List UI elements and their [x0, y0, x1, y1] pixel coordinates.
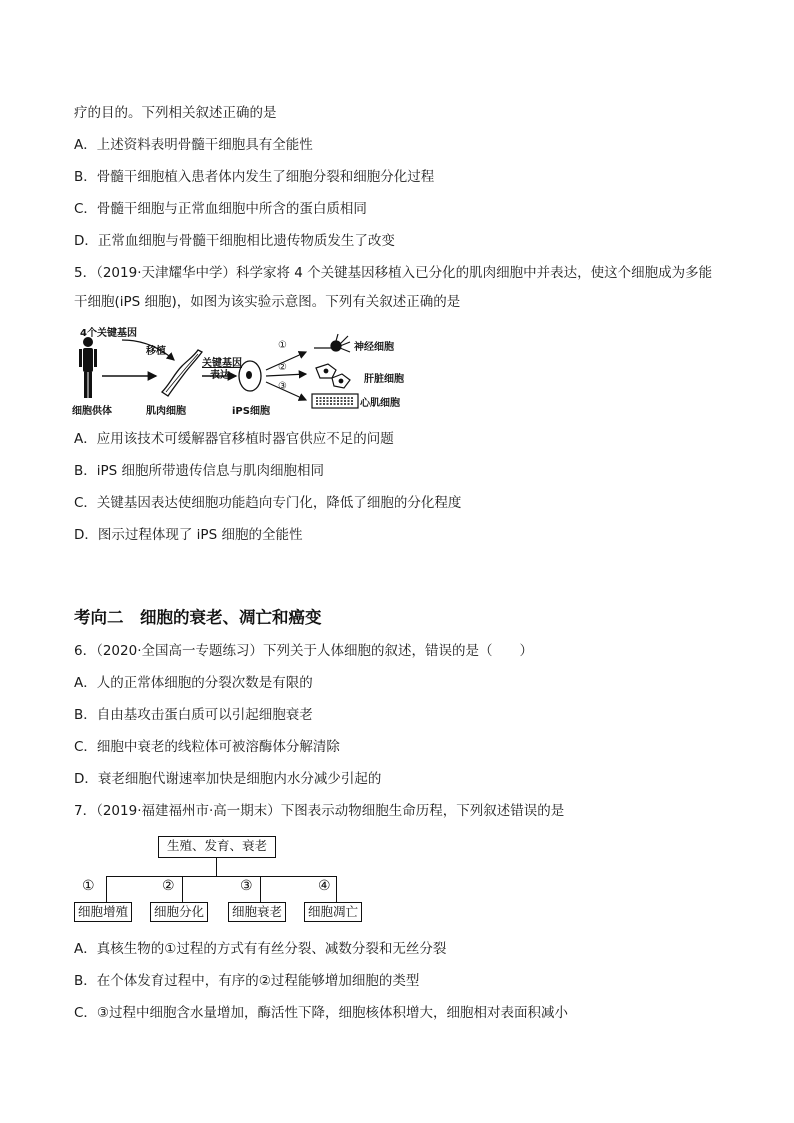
genes-label: 4个关键基因 [80, 328, 137, 339]
cell-aging-box: 细胞衰老 [228, 902, 286, 922]
transplant-label: 移植 [146, 346, 166, 357]
liver-cells-shape [316, 364, 350, 388]
step-3-number: ③ [240, 878, 253, 894]
option-5c: C．关键基因表达使细胞功能趋向专门化，降低了细胞的分化程度 [74, 495, 462, 511]
connector-1 [106, 876, 107, 902]
cardiac-cell-label: 心肌细胞 [360, 398, 400, 409]
option-5d: D．图示过程体现了 iPS 细胞的全能性 [74, 527, 303, 543]
muscle-cell-label: 肌肉细胞 [146, 406, 186, 417]
life-cycle-top-box: 生殖、发育、衰老 [158, 836, 276, 858]
option-5b: B．iPS 细胞所带遗传信息与肌肉细胞相同 [74, 463, 325, 479]
question-5-stem-cont: 干细胞(iPS 细胞)，如图为该实验示意图。下列有关叙述正确的是 [74, 294, 461, 310]
option-6c: C．细胞中衰老的线粒体可被溶酶体分解清除 [74, 739, 340, 755]
option-4c: C．骨髓干细胞与正常血细胞中所含的蛋白质相同 [74, 201, 367, 217]
option-7b: B．在个体发育过程中，有序的②过程能够增加细胞的类型 [74, 973, 420, 989]
step-1-number: ① [82, 878, 95, 894]
step-4-number: ④ [318, 878, 331, 894]
neuron-label: 神经细胞 [354, 342, 394, 353]
question-7-stem: 7．（2019·福建福州市·高一期末）下图表示动物细胞生命历程，下列叙述错误的是 [74, 803, 565, 819]
option-4b: B．骨髓干细胞植入患者体内发生了细胞分裂和细胞分化过程 [74, 169, 435, 185]
option-7a: A．真核生物的①过程的方式有有丝分裂、减数分裂和无丝分裂 [74, 941, 447, 957]
question-4-stem-end: 疗的目的。下列相关叙述正确的是 [74, 105, 277, 121]
connector-3 [260, 876, 261, 902]
option-4a: A．上述资料表明骨髓干细胞具有全能性 [74, 137, 313, 153]
connector-2 [182, 876, 183, 902]
expression-label: 表达 [210, 370, 230, 381]
donor-label: 细胞供体 [72, 406, 112, 417]
question-6-stem: 6．（2020·全国高一专题练习）下列关于人体细胞的叙述，错误的是（ ） [74, 643, 533, 659]
path-2-label: ② [278, 362, 287, 373]
key-gene-label: 关键基因 [202, 358, 242, 369]
connector-4 [336, 876, 337, 902]
liver-cell-label: 肝脏细胞 [364, 374, 404, 385]
cell-differentiation-box: 细胞分化 [150, 902, 208, 922]
cardiac-cells-shape [312, 394, 358, 408]
neuron-shape [314, 334, 350, 352]
donor-figure [79, 337, 97, 398]
cell-apoptosis-box: 细胞凋亡 [304, 902, 362, 922]
connector-horizontal [106, 876, 336, 877]
option-6a: A．人的正常体细胞的分裂次数是有限的 [74, 675, 313, 691]
ips-cell-label: iPS细胞 [232, 406, 270, 417]
option-6d: D．衰老细胞代谢速率加快是细胞内水分减少引起的 [74, 771, 382, 787]
question-5-stem: 5．（2019·天津耀华中学）科学家将 4 个关键基因移植入已分化的肌肉细胞中并表达，使这个细胞成为多能 [74, 265, 713, 281]
path-1-label: ① [278, 340, 287, 351]
option-4d: D．正常血细胞与骨髓干细胞相比遗传物质发生了改变 [74, 233, 395, 249]
option-6b: B．自由基攻击蛋白质可以引起细胞衰老 [74, 707, 313, 723]
section-heading: 考向二 细胞的衰老、凋亡和癌变 [74, 608, 322, 627]
option-7c: C．③过程中细胞含水量增加，酶活性下降，细胞核体积增大，细胞相对表面积减小 [74, 1005, 569, 1021]
connector-vertical [216, 858, 217, 876]
ips-experiment-figure [70, 326, 430, 418]
cell-proliferation-box: 细胞增殖 [74, 902, 132, 922]
step-2-number: ② [162, 878, 175, 894]
option-5a: A．应用该技术可缓解器官移植时器官供应不足的问题 [74, 431, 394, 447]
cell-life-cycle-figure [70, 834, 370, 926]
path-3-label: ③ [278, 381, 287, 392]
